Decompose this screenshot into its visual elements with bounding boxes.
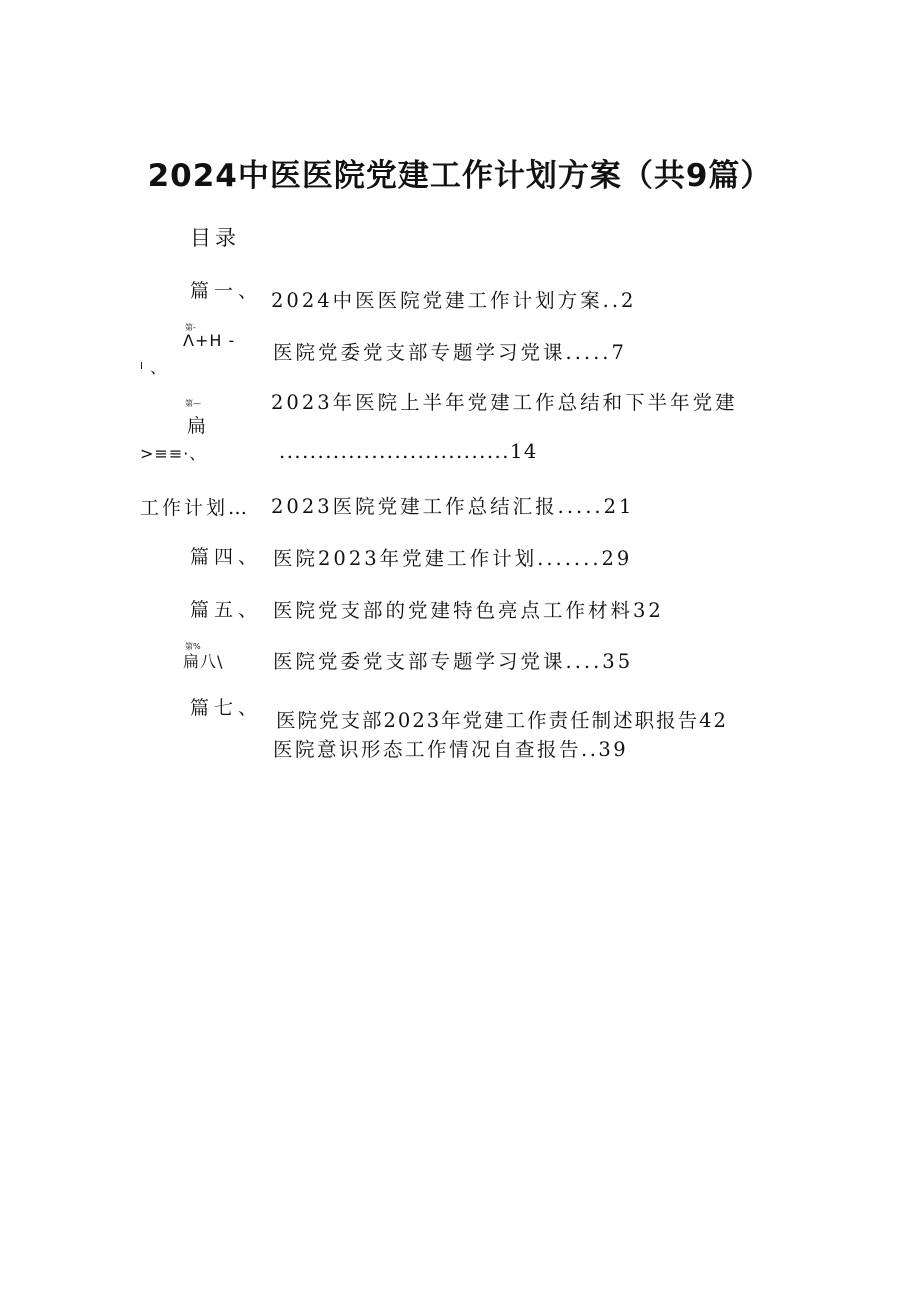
- toc-entry: ..............................14: [279, 440, 538, 463]
- toc-label-3-bottom: >≡≡·、: [140, 444, 207, 463]
- toc-label-8: 篇七、: [190, 697, 263, 719]
- toc-label-4: 工作计划…: [140, 497, 251, 519]
- toc-label-2-comma: 、: [150, 358, 172, 377]
- toc-label-2-top: 第-: [185, 323, 196, 332]
- toc-entry: 医院2023年党建工作计划.......29: [273, 547, 633, 570]
- toc-label-5: 篇四、: [190, 546, 263, 568]
- toc-label-7: 扁八\: [183, 652, 224, 671]
- toc-entry: 2023医院党建工作总结汇报.....21: [271, 495, 635, 518]
- toc-heading: 目录: [190, 226, 240, 250]
- toc-entry: 医院党支部2023年党建工作责任制述职报告42: [276, 709, 728, 732]
- toc-label-3-top: 第—: [185, 399, 201, 408]
- toc-entry: 医院党委党支部专题学习党课.....7: [273, 341, 627, 364]
- toc-label-3: 扁: [187, 415, 212, 437]
- toc-entry: 2024中医医院党建工作计划方案..2: [271, 289, 637, 312]
- toc-entry: 医院党委党支部专题学习党课....35: [273, 650, 634, 673]
- toc-entry: 2023年医院上半年党建工作总结和下半年党建: [271, 391, 738, 414]
- toc-label-1: 篇一、: [190, 280, 263, 302]
- toc-entry: 医院党支部的党建特色亮点工作材料32: [273, 599, 664, 622]
- toc-entry: 医院意识形态工作情况自查报告..39: [273, 738, 629, 761]
- document-title: 2024中医医院党建工作计划方案（共9篇）: [147, 158, 773, 194]
- toc-label-2: Λ+H -: [183, 331, 236, 350]
- toc-label-7-top: 第%: [185, 642, 201, 651]
- toc-label-6: 篇五、: [190, 599, 263, 621]
- toc-label-2-mark: I: [140, 361, 143, 372]
